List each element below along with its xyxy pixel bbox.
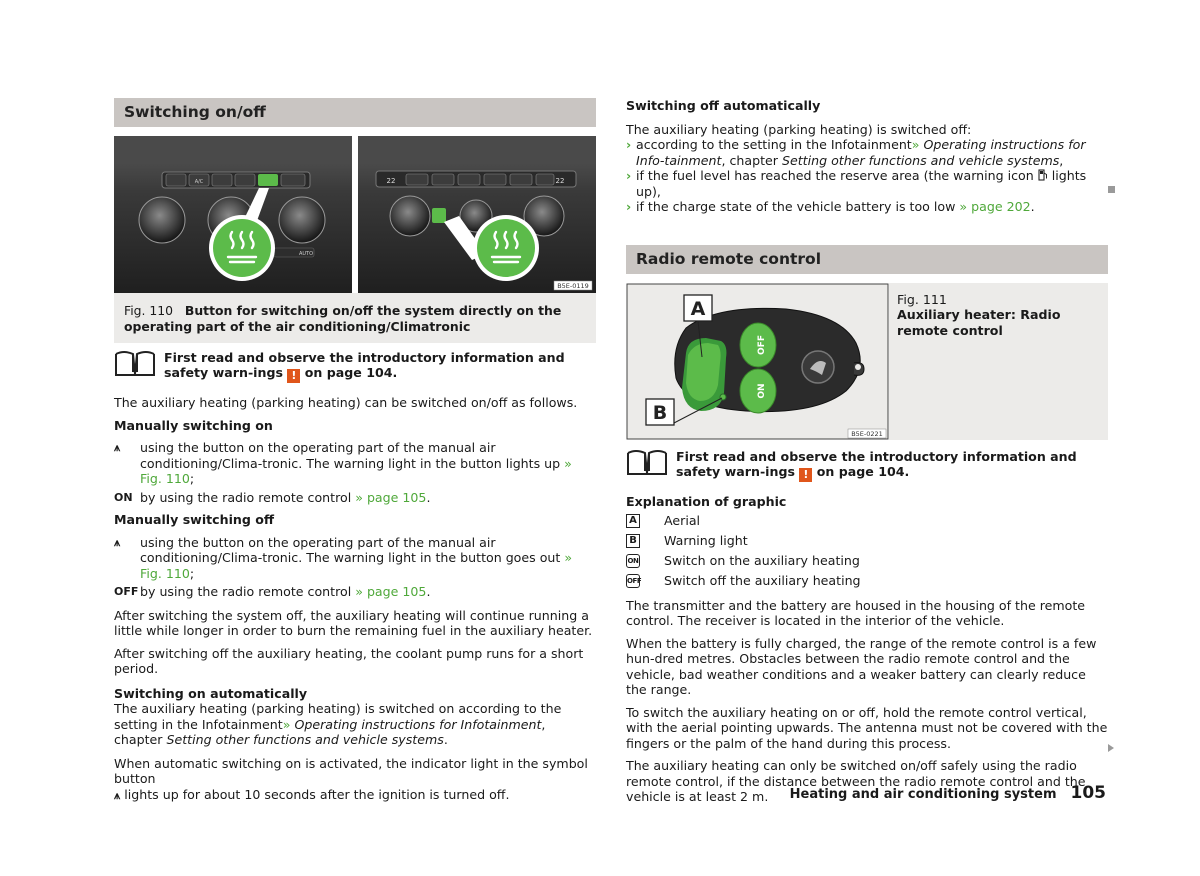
section-end-marker — [1108, 186, 1115, 193]
warning-exclamation-icon: ! — [287, 369, 300, 383]
chevron-right-icon: › — [626, 168, 632, 183]
on-button-label: ON — [757, 382, 767, 399]
safety-note — [114, 350, 596, 384]
heading-manual-on: Manually switching on — [114, 417, 273, 433]
warning-text: First read and observe the introductory information and safety warn-ings — [164, 349, 565, 380]
paragraph-auto-on: The auxiliary heating (parking heating) is switched on according to the setting in the Infotainment» Operating instructions for Infotainment, chapter Setting other functions and vehicle systems. — [114, 701, 562, 747]
safety-note — [626, 449, 1108, 483]
page-number: 105 — [1070, 783, 1106, 803]
auto-off-intro: The auxiliary heating (parking heating) is switched off: — [626, 121, 972, 137]
list-item: › if the fuel level has reached the reserve area (the warning icon lights up), — [626, 168, 1087, 199]
figure-caption-text: Auxiliary heater: Radio remote control — [897, 307, 1061, 338]
figure-image-code: B5E-0119 — [557, 282, 589, 290]
temp-left-readout: 22 — [386, 177, 396, 185]
panel-label-ac: A/C — [194, 179, 204, 185]
on-icon: ON — [114, 490, 133, 504]
footer-chapter: Heating and air conditioning system — [789, 787, 1057, 802]
heater-icon: ⩚ — [114, 788, 121, 802]
left-column — [114, 98, 596, 803]
paragraph-range: When the battery is fully charged, the range of the remote control is a few hun-dred metres. Obstacles between the radio remote control and the vehicle, bad weather conditions and a weaker battery can clearly reduce the range. — [626, 635, 1097, 697]
list-item: › if the charge state of the vehicle battery is too low » page 202. — [626, 199, 1035, 214]
warning-text: First read and observe the introductory information and safety warn-ings — [676, 448, 1077, 479]
off-icon: OFF — [626, 574, 640, 588]
paragraph-pump: After switching off the auxiliary heating, the coolant pump runs for a short period. — [114, 645, 584, 676]
off-button-label: OFF — [757, 334, 767, 355]
intro-paragraph: The auxiliary heating (parking heating) can be switched on/off as follows. — [114, 395, 578, 410]
infotainment-link[interactable]: » — [282, 716, 291, 732]
climate-panel-image — [114, 136, 596, 293]
heading-manual-off: Manually switching off — [114, 512, 275, 527]
fig-link[interactable]: » Fig. 110 — [140, 455, 572, 486]
list-item: ON by using the radio remote control » page 105. — [114, 489, 431, 505]
warning-page-ref[interactable]: on page 104. — [816, 464, 910, 479]
legend-item: ON Switch on the auxiliary heating — [627, 552, 860, 568]
warning-page-ref[interactable]: on page 104. — [304, 365, 398, 380]
list-item: ⩚ using the button on the operating part of the manual air conditioning/Clima-tronic. The warning light in the button lights up » Fig. 110; — [114, 440, 572, 486]
list-item: › according to the setting in the Infotainment» Operating instructions for Info-tainment, chapter Setting other functions and vehicle systems, — [626, 137, 1086, 168]
off-icon: OFF — [114, 585, 139, 598]
remote-control-image — [626, 283, 889, 440]
label-b: B — [652, 401, 668, 424]
paragraph-hold: To switch the auxiliary heating on or off, hold the remote control vertical, with the aerial pointing upwards. The antenna must not be covered with the fingers or the palm of the hand during this process. — [626, 704, 1108, 751]
chevron-right-icon: › — [626, 199, 632, 214]
figure-label: Fig. 111 — [897, 291, 947, 307]
section-title-switching: Switching on/off — [114, 98, 596, 127]
legend-key-b: B — [626, 534, 640, 548]
open-book-icon — [114, 350, 156, 378]
fig-link[interactable]: » Fig. 110 — [140, 550, 573, 581]
infotainment-link[interactable]: » — [911, 137, 920, 152]
legend-item: B Warning light — [626, 532, 1108, 550]
on-icon: ON — [626, 554, 640, 568]
panel-label-auto: AUTO — [298, 251, 314, 257]
figure-caption-text: Button for switching on/off the system directly on the operating part of the air conditioning/Climatronic — [124, 302, 562, 334]
heater-icon: ⩚ — [114, 535, 121, 549]
chevron-right-icon: › — [626, 137, 632, 152]
legend-item: OFF Switch off the auxiliary heating — [627, 572, 861, 588]
list-item: OFF by using the radio remote control » page 105. — [114, 584, 431, 599]
figure-111 — [626, 283, 1108, 440]
paragraph-after-off: After switching the system off, the auxiliary heating will continue running a little while longer in order to burn the remaining fuel in the auxiliary heater. — [114, 607, 593, 638]
right-column — [626, 96, 1108, 805]
figure-image-code: B5E-0221 — [851, 429, 883, 438]
page-link[interactable]: » page 202 — [959, 199, 1031, 214]
figure-110 — [114, 136, 596, 343]
section-title-radio: Radio remote control — [626, 245, 1108, 274]
legend-key-a: A — [626, 514, 640, 528]
paragraph-distance: The auxiliary heating can only be switched on/off safely using the radio remote control, if the distance between the radio remote control and the vehicle is at least 2 m. — [626, 758, 1086, 804]
label-a: A — [690, 297, 706, 320]
legend-item: A Aerial — [626, 512, 1108, 530]
heading-auto-off: Switching off automatically — [626, 98, 821, 113]
open-book-icon — [626, 449, 668, 477]
legend-heading: Explanation of graphic — [626, 494, 787, 509]
list-item: ⩚ using the button on the operating part of the manual air conditioning/Clima-tronic. The warning light in the button goes out » Fig. 110; — [114, 534, 573, 581]
heater-icon: ⩚ — [114, 441, 121, 454]
figure-label: Fig. 110 — [124, 302, 174, 318]
figure-caption — [114, 297, 596, 343]
paragraph-indicator: When automatic switching on is activated, the indicator light in the symbol button ⩚ lights up for about 10 seconds after the ignition is turned off. — [114, 755, 588, 802]
page-footer — [789, 783, 1106, 803]
temp-right-readout: 22 — [555, 177, 565, 185]
page-link[interactable]: » page 105 — [355, 584, 427, 599]
heading-auto-on: Switching on automatically — [114, 685, 308, 701]
warning-exclamation-icon: ! — [799, 468, 812, 482]
figure-caption — [889, 283, 1108, 440]
fuel-pump-icon — [1038, 169, 1048, 181]
paragraph-transmitter: The transmitter and the battery are housed in the housing of the remote control. The receiver is located in the interior of the vehicle. — [626, 597, 1086, 628]
continue-arrow-icon — [1108, 744, 1114, 752]
page-link[interactable]: » page 105 — [355, 489, 427, 505]
